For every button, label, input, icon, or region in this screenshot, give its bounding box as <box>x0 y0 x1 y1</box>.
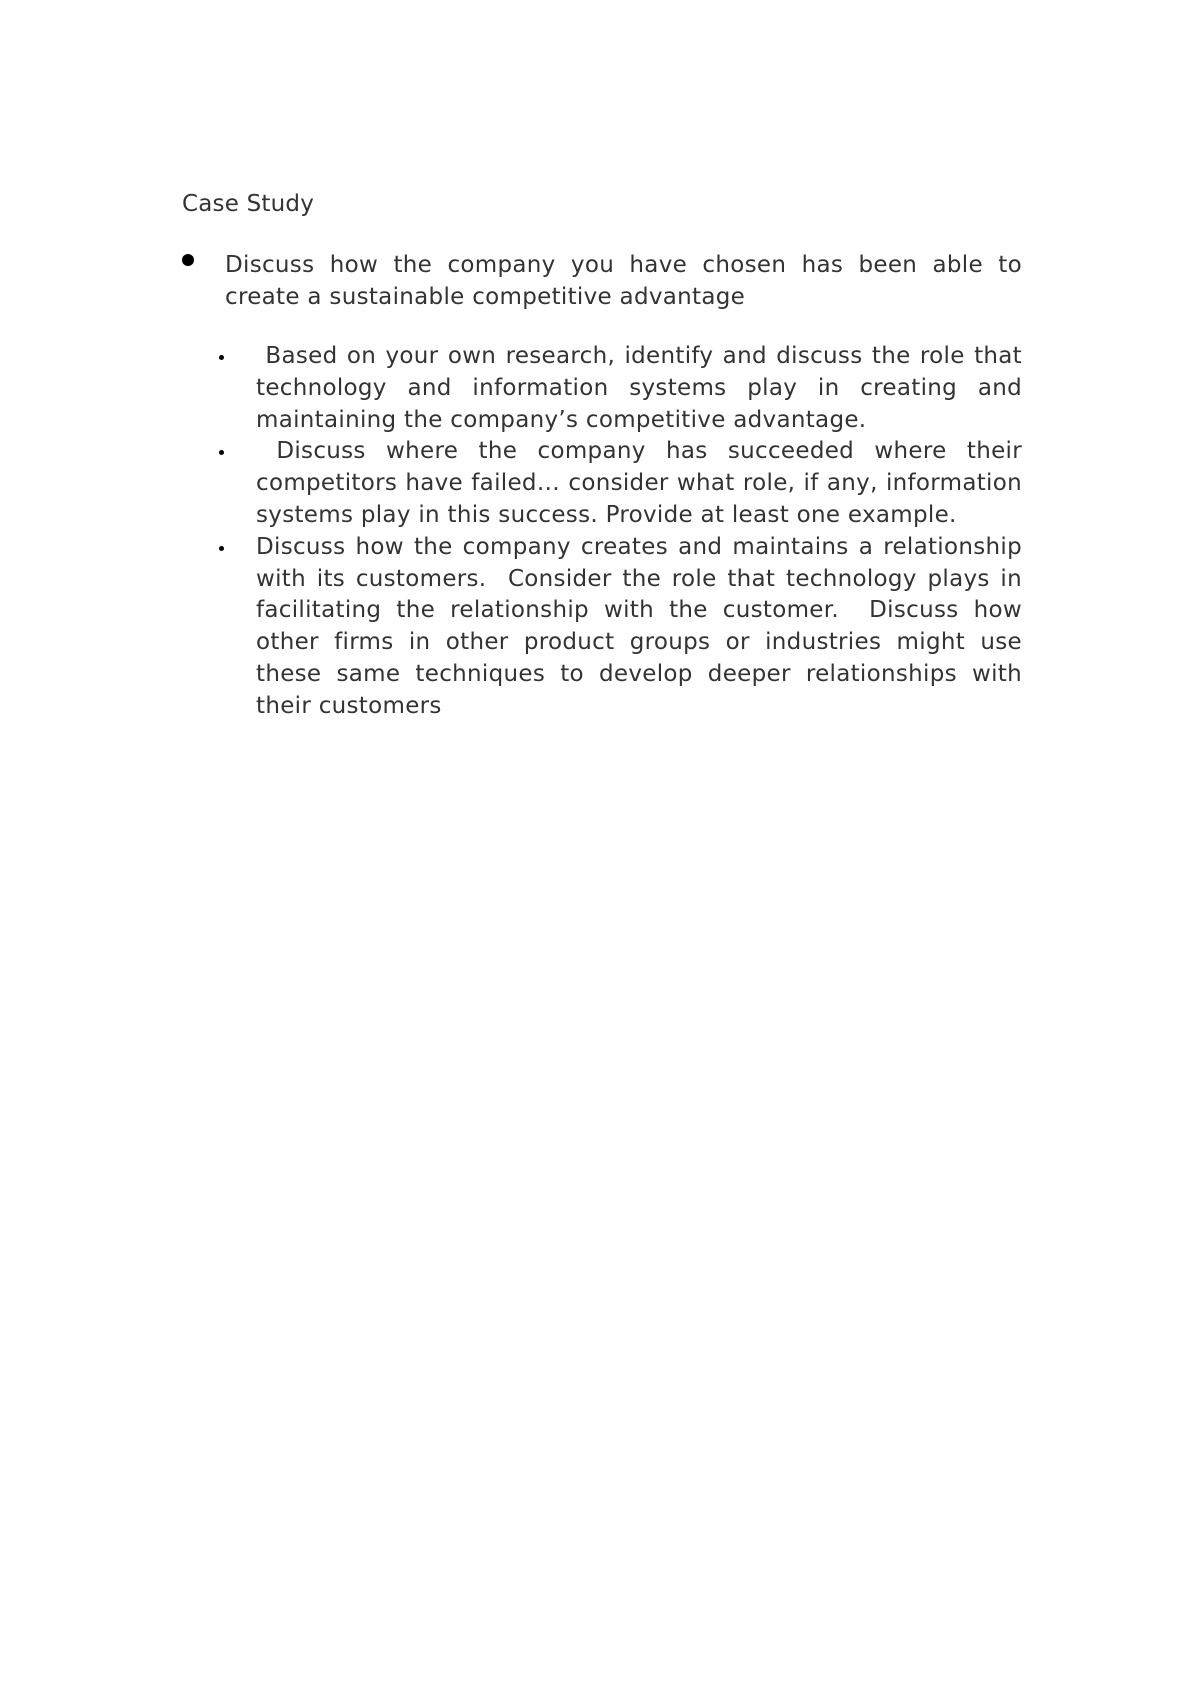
sub-bullet-list <box>214 341 1030 723</box>
main-bullet-item <box>182 249 1022 313</box>
document-title: Case Study <box>182 191 315 217</box>
main-bullet-text: Discuss how the company you have chosen has been able to create a sustainable competitive advantage <box>225 252 1022 310</box>
bullet-icon <box>182 254 194 266</box>
small-bullet-icon <box>219 450 224 455</box>
sub-bullet-item <box>214 341 1030 436</box>
sub-bullet-text: Discuss where the company has succeeded where their competitors have failed… consider what role, if any, information systems play in this success. Provide at least one example. <box>256 438 1030 528</box>
small-bullet-icon <box>219 355 224 360</box>
sub-bullet-text: Based on your own research, identify and discuss the role that technology and information systems play in creating and maintaining the company’s competitive advantage. <box>256 343 1030 433</box>
sub-bullet-text: Discuss how the company creates and maintains a relationship with its customers. Consider the role that technology plays in facilitating the relationship with the customer. Discuss how other firms in other product groups or industries might use these same techniques to develop deeper relationships with their customers <box>256 533 1030 719</box>
sub-bullet-item <box>214 532 1030 723</box>
small-bullet-icon <box>219 546 224 551</box>
sub-bullet-item <box>214 436 1030 531</box>
